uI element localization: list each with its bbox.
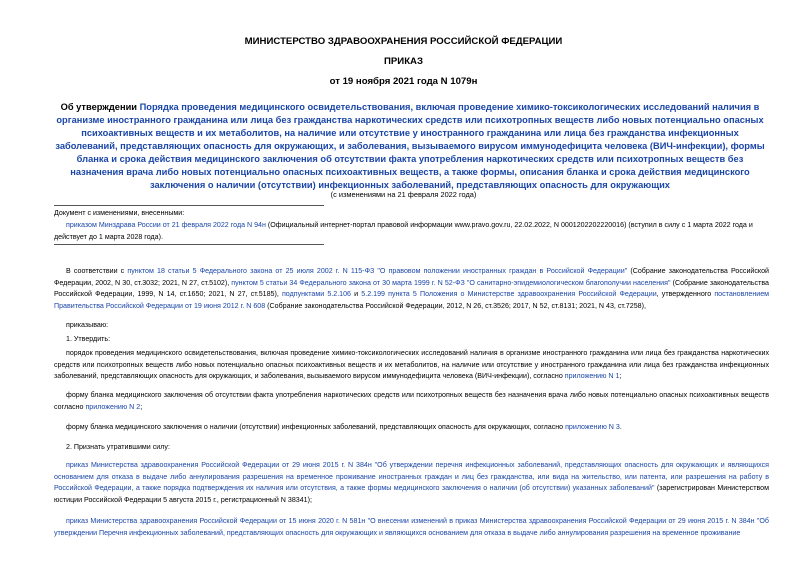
- changes-label: Документ с изменениями, внесенными:: [54, 209, 185, 217]
- changes-link[interactable]: приказом Минздрава России от 21 февраля 2022 года N 94н: [66, 221, 266, 229]
- preamble-text: В соответствии с: [66, 267, 128, 275]
- form-1-text: ;: [140, 402, 143, 411]
- preamble-paragraph: [54, 266, 769, 312]
- amendment-note: (с изменениями на 21 февраля 2022 года): [330, 190, 477, 199]
- changes-top-rule: [54, 205, 324, 206]
- form-2-text: форму бланка медицинского заключения о наличии (отсутствии) инфекционных заболеваний, представляющих опасность для окружающих, согласно: [66, 423, 566, 431]
- order-384n-link[interactable]: приказ Министерства здравоохранения Российской Федерации от 29 июня 2015 г. N 384н "Об утверждении перечня инфекционных заболеваний, представляющих опасность для окружающих и являющихся основанием для отказа в выдаче либо аннулирования разрешения на временное проживание иностранных граждан и лиц без гражданства, или вида на жительство, или патента, или разрешения на работу в Российской Федерации, а также порядка подтверждения их наличия или отсутствия, а также формы медицинского заключения о наличии (об отсутствии) указанных заболеваний": [54, 461, 769, 492]
- preamble-text: , утвержденного: [656, 290, 715, 298]
- changes-bottom-rule: [54, 244, 324, 245]
- item-1-heading: 1. Утвердить:: [66, 335, 111, 343]
- title-prefix: Об утверждении: [60, 102, 140, 112]
- law-115-link[interactable]: пунктом 18 статьи 5 Федерального закона от 25 июля 2002 г. N 115-ФЗ "О правовом положении иностранных граждан в Российской Федерации": [127, 267, 628, 275]
- prikazyvayu-text: приказываю:: [66, 321, 109, 329]
- item-2-heading: 2. Признать утратившими силу:: [66, 443, 170, 451]
- document-title: [54, 101, 766, 192]
- law-52-link[interactable]: пунктом 5 статьи 34 Федерального закона от 30 марта 1999 г. N 52-ФЗ "О санитарно-эпидемиологическом благополучии населения": [231, 278, 671, 287]
- document-date-number: от 19 ноября 2021 года N 1079н: [329, 76, 478, 87]
- appendix-3-link[interactable]: приложению N 3: [565, 423, 620, 431]
- repealed-order-384n-paragraph: [54, 460, 769, 506]
- approved-order-paragraph: [54, 348, 769, 383]
- form-2-text: .: [619, 423, 622, 431]
- title-link[interactable]: Порядка проведения медицинского освидетельствования, включая проведение химико-токсикологических исследований наличия в организме иностранного гражданина или лица без гражданства наркотических средств или психотропных веществ либо новых потенциально опасных психоактивных веществ и их метаболитов, на наличие или отсутствие у иностранного гражданина или лица без гражданства инфекционных заболеваний, представляющих опасность для окружающих, и заболевания, вызываемого вирусом иммунодефицита человека (ВИЧ-инфекции), формы бланка и срока действия медицинского заключения об отсутствии факта употребления наркотических средств или психотропных веществ без назначения врача либо новых потенциально опасных психоактивных веществ, а также формы, описания бланка и срока действия медицинского заключения о наличии (отсутствии) инфекционных заболеваний, представляющих опасность для окружающих: [55, 102, 765, 190]
- changes-rest: (Официальный интернет-портал правовой информации www.pravo.gov.ru, 22.02.2022, N 0001202202220016) (вступил в силу с 1 марта 2022 года и действует до 1 марта 2028 года).: [54, 221, 753, 241]
- repealed-order-581n-paragraph: [54, 516, 769, 539]
- approved-order-text: ;: [619, 372, 622, 380]
- order-581n-link[interactable]: приказ Министерства здравоохранения Российской Федерации от 15 июня 2020 г. N 581н "О внесении изменений в приказ Министерства здравоохранения Российской Федерации от 29 июня 2015 г. N 384н "Об утверждении Перечня инфекционных заболеваний, представляющих опасность для окружающих и являющихся основанием для отказа в выдаче либо аннулирования разрешения на временное проживание: [54, 517, 769, 537]
- form-1-text: форму бланка медицинского заключения об отсутствии факта употребления наркотических средств или психотропных веществ без назначения врача либо новых потенциально опасных психоактивных веществ согласно: [54, 391, 769, 411]
- preamble-text: (Собрание законодательства Российской Федерации, 2002, N 30, ст.3032; 2021, N 27, ст.5102),: [54, 267, 770, 287]
- appendix-2-link[interactable]: приложению N 2: [85, 402, 141, 411]
- preamble-text: (Собрание законодательства Российской Федерации, 2012, N 26, ст.3526; 2017, N 52, ст.8131; 2021, N 43, ст.7258),: [265, 301, 646, 310]
- ministry-heading: МИНИСТЕРСТВО ЗДРАВООХРАНЕНИЯ РОССИЙСКОЙ ФЕДЕРАЦИИ: [244, 36, 563, 47]
- repealed-order-384n-text: (зарегистрирован Министерством юстиции Российской Федерации 5 августа 2015 г., регистрационный N 38341);: [54, 484, 769, 504]
- form-2-paragraph: [54, 422, 769, 434]
- preamble-text: и: [351, 290, 362, 298]
- subitem-5-2-199-link[interactable]: 5.2.199 пункта 5 Положения о Министерстве здравоохранения Российской Федерации: [361, 290, 657, 298]
- government-decree-608-link[interactable]: постановлением Правительства Российской Федерации от 19 июня 2012 г. N 608: [54, 290, 770, 310]
- appendix-1-link[interactable]: приложению N 1: [564, 372, 620, 380]
- changes-detail: [54, 220, 769, 243]
- document-type: ПРИКАЗ: [384, 56, 423, 67]
- subitem-5-2-106-link[interactable]: подпунктами 5.2.106: [281, 290, 352, 298]
- form-1-paragraph: [54, 390, 769, 413]
- approved-order-text: порядок проведения медицинского освидетельствования, включая проведение химико-токсикологических исследований наличия в организме иностранного гражданина или лица без гражданства наркотических средств или психотропных веществ либо новых потенциально опасных психоактивных веществ и их метаболитов, на наличие или отсутствие у иностранного гражданина или лица без гражданства инфекционных заболеваний, представляющих опасность для окружающих, и заболевания, вызываемого вирусом иммунодефицита человека (ВИЧ-инфекции), согласно: [54, 349, 769, 380]
- preamble-text: (Собрание законодательства Российской Федерации, 1999, N 14, ст.1650; 2021, N 27, ст.5185),: [54, 278, 769, 298]
